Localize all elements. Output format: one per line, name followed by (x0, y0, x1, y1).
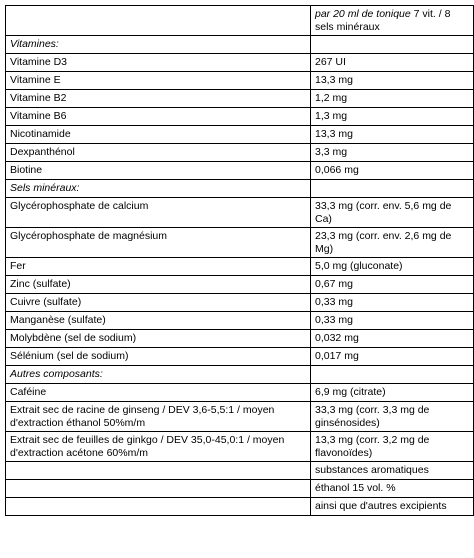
table-row (6, 144, 474, 162)
composition-table (5, 5, 474, 516)
ingredient-amount: substances aromatiques (311, 462, 474, 480)
section-empty-cell (311, 366, 474, 384)
ingredient-amount: 1,2 mg (311, 90, 474, 108)
section-empty-cell (311, 180, 474, 198)
ingredient-name: Glycérophosphate de calcium (6, 198, 311, 228)
table-row (6, 276, 474, 294)
ingredient-name (6, 462, 311, 480)
dose-label: par 20 ml de tonique (315, 8, 411, 20)
table-row (6, 402, 474, 432)
ingredient-name: Extrait sec de racine de ginseng / DEV 3,6-5,5:1 / moyen d'extraction éthanol 50%m/m (6, 402, 311, 432)
table-row (6, 498, 474, 516)
section-empty-cell (311, 36, 474, 54)
table-row (6, 258, 474, 276)
ingredient-name: Glycérophosphate de magnésium (6, 228, 311, 258)
table-row (6, 108, 474, 126)
ingredient-name: Molybdène (sel de sodium) (6, 330, 311, 348)
ingredient-amount: 33,3 mg (corr. env. 5,6 mg de Ca) (311, 198, 474, 228)
ingredient-name: Vitamine E (6, 72, 311, 90)
ingredient-name: Manganèse (sulfate) (6, 312, 311, 330)
ingredient-name: Zinc (sulfate) (6, 276, 311, 294)
ingredient-amount: 0,017 mg (311, 348, 474, 366)
table-row (6, 330, 474, 348)
ingredient-name: Nicotinamide (6, 126, 311, 144)
ingredient-name (6, 498, 311, 516)
ingredient-amount: ainsi que d'autres excipients (311, 498, 474, 516)
ingredient-amount: 0,67 mg (311, 276, 474, 294)
table-row (6, 480, 474, 498)
table-row (6, 312, 474, 330)
header-dose-cell (311, 6, 474, 36)
section-row-autres-composants (6, 366, 474, 384)
ingredient-name: Vitamine B6 (6, 108, 311, 126)
dose-composition: 7 vit. / 8 sels minéraux (315, 8, 451, 33)
table-row (6, 294, 474, 312)
section-title: Vitamines: (6, 36, 311, 54)
table-row (6, 348, 474, 366)
table-row (6, 384, 474, 402)
section-title: Sels minéraux: (6, 180, 311, 198)
ingredient-name: Caféine (6, 384, 311, 402)
ingredient-name: Sélénium (sel de sodium) (6, 348, 311, 366)
section-row-sels-mineraux (6, 180, 474, 198)
ingredient-name: Dexpanthénol (6, 144, 311, 162)
ingredient-amount: 3,3 mg (311, 144, 474, 162)
ingredient-amount: 0,066 mg (311, 162, 474, 180)
table-row (6, 72, 474, 90)
ingredient-amount: 13,3 mg (311, 72, 474, 90)
ingredient-amount: 13,3 mg (311, 126, 474, 144)
table-row (6, 54, 474, 72)
ingredient-name: Fer (6, 258, 311, 276)
ingredient-amount: 1,3 mg (311, 108, 474, 126)
ingredient-name: Vitamine D3 (6, 54, 311, 72)
table-row (6, 162, 474, 180)
ingredient-amount: 5,0 mg (gluconate) (311, 258, 474, 276)
table-row (6, 198, 474, 228)
ingredient-amount: 0,33 mg (311, 312, 474, 330)
section-title: Autres composants: (6, 366, 311, 384)
ingredient-amount: 23,3 mg (corr. env. 2,6 mg de Mg) (311, 228, 474, 258)
ingredient-name: Vitamine B2 (6, 90, 311, 108)
ingredient-amount: 13,3 mg (corr. 3,2 mg de flavonoïdes) (311, 432, 474, 462)
header-empty-cell (6, 6, 311, 36)
table-row (6, 228, 474, 258)
ingredient-name: Cuivre (sulfate) (6, 294, 311, 312)
ingredient-amount: 0,33 mg (311, 294, 474, 312)
table-row (6, 90, 474, 108)
ingredient-amount: 6,9 mg (citrate) (311, 384, 474, 402)
ingredient-amount: 267 UI (311, 54, 474, 72)
header-row (6, 6, 474, 36)
ingredient-name (6, 480, 311, 498)
ingredient-name: Extrait sec de feuilles de ginkgo / DEV 35,0-45,0:1 / moyen d'extraction acétone 60%m/m (6, 432, 311, 462)
section-row-vitamines (6, 36, 474, 54)
table-row (6, 126, 474, 144)
table-row (6, 462, 474, 480)
table-row (6, 432, 474, 462)
ingredient-amount: 33,3 mg (corr. 3,3 mg de ginsénosides) (311, 402, 474, 432)
ingredient-amount: 0,032 mg (311, 330, 474, 348)
ingredient-name: Biotine (6, 162, 311, 180)
ingredient-amount: éthanol 15 vol. % (311, 480, 474, 498)
